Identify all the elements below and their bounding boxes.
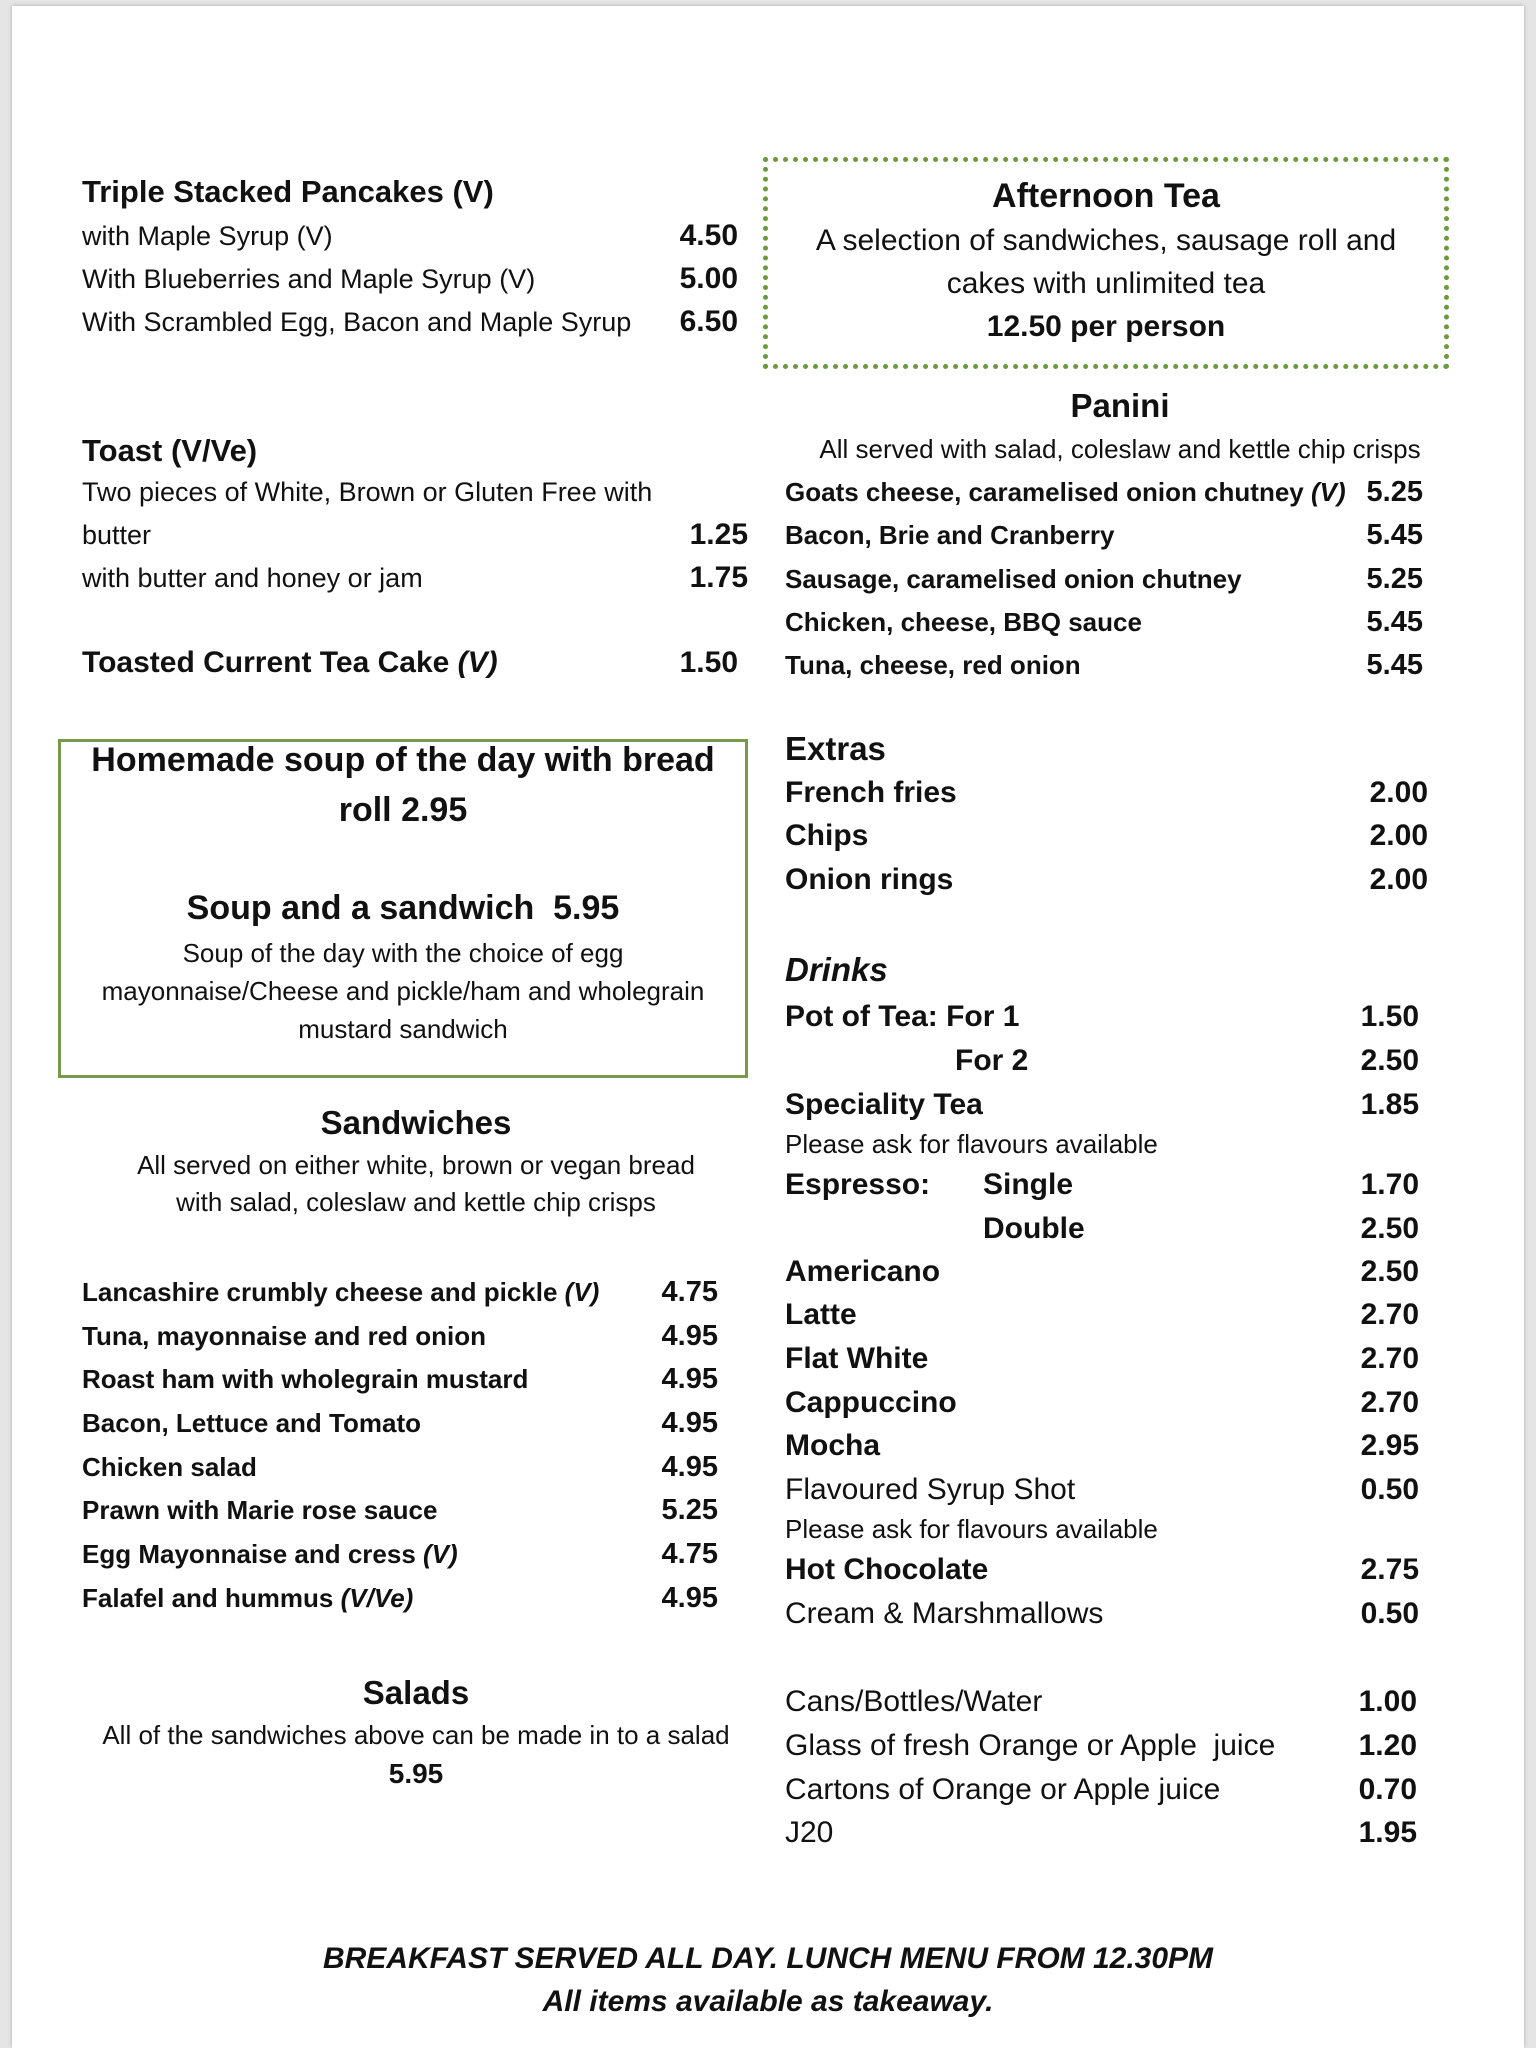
item-price: 0.70 [1358, 1773, 1417, 1806]
flavours-note: Please ask for flavours available [785, 1514, 1158, 1544]
item-price: 1.85 [1360, 1088, 1419, 1121]
item-price: 5.25 [661, 1494, 718, 1526]
soup-line2: roll 2.95 [338, 791, 468, 829]
sandwiches-title: Sandwiches [320, 1104, 512, 1141]
toast-description: Two pieces of White, Brown or Gluten Free with [82, 477, 653, 507]
soup-description: Soup of the day with the choice of egg [182, 938, 624, 968]
panini-item [785, 606, 1423, 639]
item-name: with butter and honey or jam [82, 563, 423, 593]
item-name: butter [82, 520, 152, 550]
afternoon-tea-description: cakes with unlimited tea [946, 267, 1266, 300]
pancakes-item [82, 219, 738, 253]
item-name [785, 650, 1081, 681]
panini-name: Chicken, cheese, BBQ sauce [785, 607, 1142, 637]
item-price: 2.00 [1369, 863, 1428, 896]
sandwich-item [82, 1407, 718, 1440]
sandwich-suffix: (V) [564, 1277, 600, 1307]
item-name [82, 1321, 486, 1352]
item-price: 5.45 [1366, 606, 1423, 638]
espresso-label: Espresso: [785, 1168, 931, 1201]
item-name [82, 1539, 458, 1570]
item-name [82, 1583, 413, 1614]
syrup-shot [785, 1473, 1419, 1507]
extras-title: Extras [785, 730, 886, 767]
item-price: 1.75 [689, 561, 748, 594]
item-price: 4.50 [679, 219, 738, 252]
item-name: With Blueberries and Maple Syrup (V) [82, 264, 536, 294]
item-price: 1.70 [1360, 1168, 1419, 1201]
tea-cake-name: Toasted Current Tea Cake [82, 646, 450, 679]
pot-tea-for1 [785, 1000, 1419, 1034]
panini-item [785, 519, 1423, 552]
footer-line2: All items available as takeaway. [542, 1985, 994, 2018]
panini-item [785, 476, 1423, 509]
sandwich-name: Bacon, Lettuce and Tomato [82, 1408, 421, 1438]
speciality-tea [785, 1088, 1419, 1122]
panini-name: Tuna, cheese, red onion [785, 650, 1081, 680]
item-name: Mocha [785, 1429, 881, 1462]
espresso-double: Double [983, 1212, 1085, 1245]
item-price: 4.95 [661, 1582, 718, 1614]
sandwich-name: Egg Mayonnaise and cress [82, 1539, 424, 1569]
item-name: Cappuccino [785, 1386, 957, 1419]
toast-item [82, 561, 748, 595]
coffee-item [785, 1255, 1419, 1289]
sandwich-name: Chicken salad [82, 1452, 257, 1482]
item-price: 2.00 [1369, 819, 1428, 852]
panini-name: Goats cheese, caramelised onion chutney [785, 477, 1304, 507]
item-name: With Scrambled Egg, Bacon and Maple Syrup [82, 307, 632, 337]
sandwich-name: Tuna, mayonnaise and red onion [82, 1321, 487, 1351]
afternoon-tea-description: A selection of sandwiches, sausage roll and [815, 224, 1397, 257]
sandwich-item [82, 1582, 718, 1615]
cold-drink-item [785, 1816, 1417, 1850]
item-name: Cartons of Orange or Apple juice [785, 1773, 1221, 1806]
panini-name: Sausage, caramelised onion chutney [785, 564, 1242, 594]
panini-name: Bacon, Brie and Cranberry [785, 520, 1115, 550]
pancakes-item [82, 262, 738, 296]
extras-item [785, 819, 1428, 853]
item-name: Chips [785, 819, 869, 852]
item-name: Speciality Tea [785, 1088, 983, 1121]
item-price: 2.50 [1360, 1255, 1419, 1288]
espresso-single: Single [983, 1168, 1074, 1201]
extras-item [785, 863, 1428, 897]
afternoon-tea-price: 12.50 per person [986, 310, 1226, 343]
cold-drink-item [785, 1773, 1417, 1807]
item-name: Hot Chocolate [785, 1553, 989, 1586]
sandwiches-subtitle: with salad, coleslaw and kettle chip crisps [176, 1187, 656, 1217]
salads-price: 5.95 [388, 1758, 444, 1789]
item-price: 1.00 [1358, 1685, 1417, 1718]
flavours-note: Please ask for flavours available [785, 1129, 1158, 1159]
panini-item [785, 649, 1423, 682]
sandwich-item [82, 1494, 718, 1527]
footer-line1: BREAKFAST SERVED ALL DAY. LUNCH MENU FROM 12.30PM [322, 1942, 1214, 1975]
item-price: 4.95 [661, 1363, 718, 1395]
sandwich-name: Falafel and hummus [82, 1583, 341, 1613]
item-price: 2.70 [1360, 1386, 1419, 1419]
soup-line1: Homemade soup of the day with bread [91, 741, 715, 779]
item-price: 2.70 [1360, 1298, 1419, 1331]
item-price: 4.75 [661, 1538, 718, 1570]
item-name: Flavoured Syrup Shot [785, 1473, 1076, 1506]
item-price: 6.50 [679, 305, 738, 338]
item-name [82, 1452, 257, 1483]
item-price: 4.95 [661, 1451, 718, 1483]
hot-chocolate [785, 1553, 1419, 1587]
item-price: 5.45 [1366, 649, 1423, 681]
panini-item [785, 563, 1423, 596]
item-name: Cans/Bottles/Water [785, 1685, 1043, 1718]
pancakes-title: Triple Stacked Pancakes (V) [82, 174, 494, 209]
drinks-title: Drinks [785, 951, 888, 988]
item-price: 1.50 [1360, 1000, 1419, 1033]
item-name [785, 564, 1242, 595]
sandwich-name: Roast ham with wholegrain mustard [82, 1364, 529, 1394]
cold-drink-item [785, 1729, 1417, 1763]
coffee-item [785, 1429, 1419, 1463]
item-name [82, 1408, 421, 1439]
coffee-item [785, 1386, 1419, 1420]
panini-suffix: (V) [1310, 477, 1346, 507]
item-name: French fries [785, 776, 957, 809]
sandwich-item [82, 1363, 718, 1396]
item-name: with Maple Syrup (V) [82, 221, 333, 251]
item-price: 1.20 [1358, 1729, 1417, 1762]
item-price: 2.50 [1360, 1044, 1419, 1077]
item-price: 4.75 [661, 1276, 718, 1308]
salads-title: Salads [362, 1674, 470, 1711]
soup-description: mustard sandwich [298, 1014, 508, 1044]
item-price: 5.25 [1366, 476, 1423, 508]
item-name: Americano [785, 1255, 941, 1288]
item-price: 1.50 [679, 646, 738, 679]
item-name [82, 646, 498, 680]
item-price: 0.50 [1360, 1473, 1419, 1506]
item-name [82, 1364, 528, 1395]
toast-title: Toast (V/Ve) [82, 433, 258, 468]
coffee-item [785, 1342, 1419, 1376]
item-name: Pot of Tea: For 1 [785, 1000, 1020, 1033]
item-name: J20 [785, 1816, 834, 1849]
item-price: 2.50 [1360, 1212, 1419, 1245]
pancakes-item [82, 305, 738, 339]
item-price: 5.45 [1366, 519, 1423, 551]
item-name [82, 1495, 437, 1526]
sandwiches-subtitle: All served on either white, brown or vegan bread [137, 1150, 695, 1180]
tea-cake-suffix: (V) [457, 646, 498, 679]
item-price: 2.00 [1369, 776, 1428, 809]
sandwich-item [82, 1276, 718, 1309]
sandwich-name: Lancashire crumbly cheese and pickle [82, 1277, 565, 1307]
item-price: 0.50 [1360, 1597, 1419, 1630]
item-name: Latte [785, 1298, 857, 1331]
item-price: 1.25 [689, 518, 748, 551]
item-price: 2.75 [1360, 1553, 1419, 1586]
item-price: 5.00 [679, 262, 738, 295]
panini-subtitle: All served with salad, coleslaw and kettle chip crisps [819, 434, 1421, 464]
sandwich-item [82, 1538, 718, 1571]
sandwich-suffix: (V/Ve) [340, 1583, 414, 1613]
item-name [82, 1277, 599, 1308]
extras-item [785, 776, 1428, 810]
item-name: Flat White [785, 1342, 929, 1375]
item-name [785, 477, 1346, 508]
item-price: 5.25 [1366, 563, 1423, 595]
cold-drink-item [785, 1685, 1417, 1719]
item-name: Onion rings [785, 863, 954, 896]
item-price: 2.95 [1360, 1429, 1419, 1462]
item-price: 2.70 [1360, 1342, 1419, 1375]
item-price: 4.95 [661, 1320, 718, 1352]
toast-item [82, 518, 748, 552]
sandwich-name: Prawn with Marie rose sauce [82, 1495, 438, 1525]
afternoon-tea-title: Afternoon Tea [992, 177, 1220, 215]
tea-cake-item [82, 646, 738, 680]
item-name [785, 607, 1142, 638]
sandwich-item [82, 1320, 718, 1353]
soup-description: mayonnaise/Cheese and pickle/ham and wholegrain [101, 976, 705, 1006]
cream-marshmallows [785, 1597, 1419, 1631]
coffee-item [785, 1298, 1419, 1332]
sandwich-item [82, 1451, 718, 1484]
soup-sandwich-title: Soup and a sandwich 5.95 [186, 889, 620, 927]
panini-title: Panini [1070, 387, 1170, 424]
item-name [785, 520, 1114, 551]
salads-description: All of the sandwiches above can be made in to a salad [102, 1720, 730, 1750]
item-price: 4.95 [661, 1407, 718, 1439]
item-name: Glass of fresh Orange or Apple juice [785, 1729, 1276, 1762]
pot-tea-for2: For 2 [955, 1044, 1029, 1077]
item-price: 1.95 [1358, 1816, 1417, 1849]
sandwich-suffix: (V) [423, 1539, 458, 1569]
item-name: Cream & Marshmallows [785, 1597, 1104, 1630]
